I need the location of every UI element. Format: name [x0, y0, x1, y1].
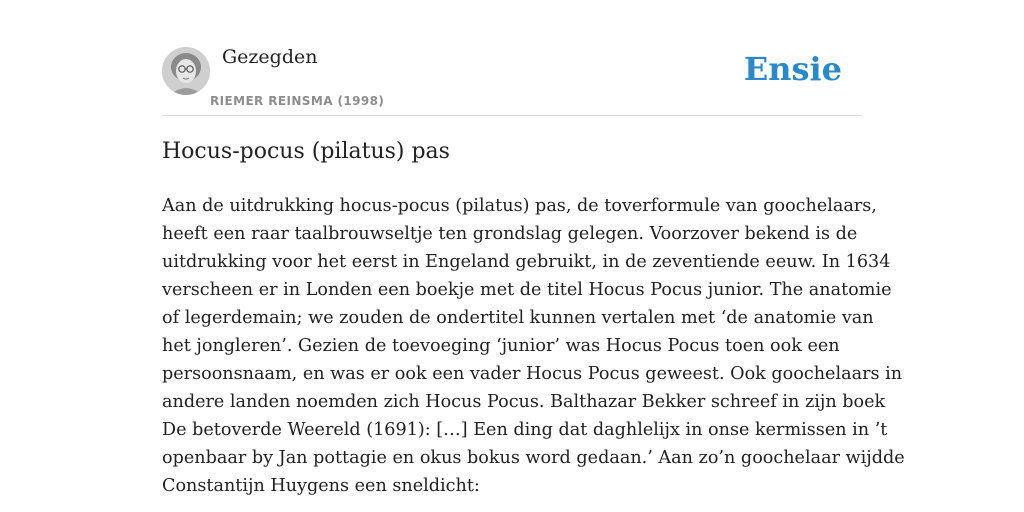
source-author: RIEMER REINSMA (1998) [210, 94, 385, 108]
body-line: het jongleren’. Gezien de toevoeging ‘junior’ was Hocus Pocus toen ook een [162, 336, 840, 356]
body-line: uitdrukking voor het eerst in Engeland gebruikt, in de zeventiende eeuw. In 1634 [162, 252, 891, 272]
body-line: Aan de uitdrukking hocus-pocus (pilatus) pas, de toverformule van goochelaars, [162, 196, 877, 216]
body-line: persoonsnaam, en was er ook een vader Hocus Pocus geweest. Ook goochelaars in [162, 364, 903, 384]
body-line: andere landen noemden zich Hocus Pocus. Balthazar Bekker schreef in zijn boek [162, 392, 886, 412]
source-header [162, 40, 862, 116]
entry-headword: Hocus-pocus (pilatus) pas [162, 139, 450, 164]
body-line: of legerdemain; we zouden de ondertitel kunnen vertalen met ‘de anatomie van [162, 308, 874, 328]
author-avatar[interactable] [162, 47, 210, 95]
body-line: Constantijn Huygens een sneldicht: [162, 476, 480, 496]
source-title[interactable]: Gezegden [222, 46, 318, 68]
portrait-icon [162, 47, 210, 95]
body-line: heeft een raar taalbrouwseltje ten grondslag gelegen. Voorzover bekend is de [162, 224, 858, 244]
entry-body [162, 192, 905, 500]
brand-logo[interactable]: Ensie [743, 50, 842, 88]
body-line: verscheen er in Londen een boekje met de titel Hocus Pocus junior. The anatomie [162, 280, 892, 300]
body-line: openbaar by Jan pottagie en okus bokus word gedaan.’ Aan zo’n goochelaar wijdde [162, 448, 905, 468]
body-line: De betoverde Weereld (1691): […] Een ding dat daghlelijx in onse kermissen in ’t [162, 420, 888, 440]
